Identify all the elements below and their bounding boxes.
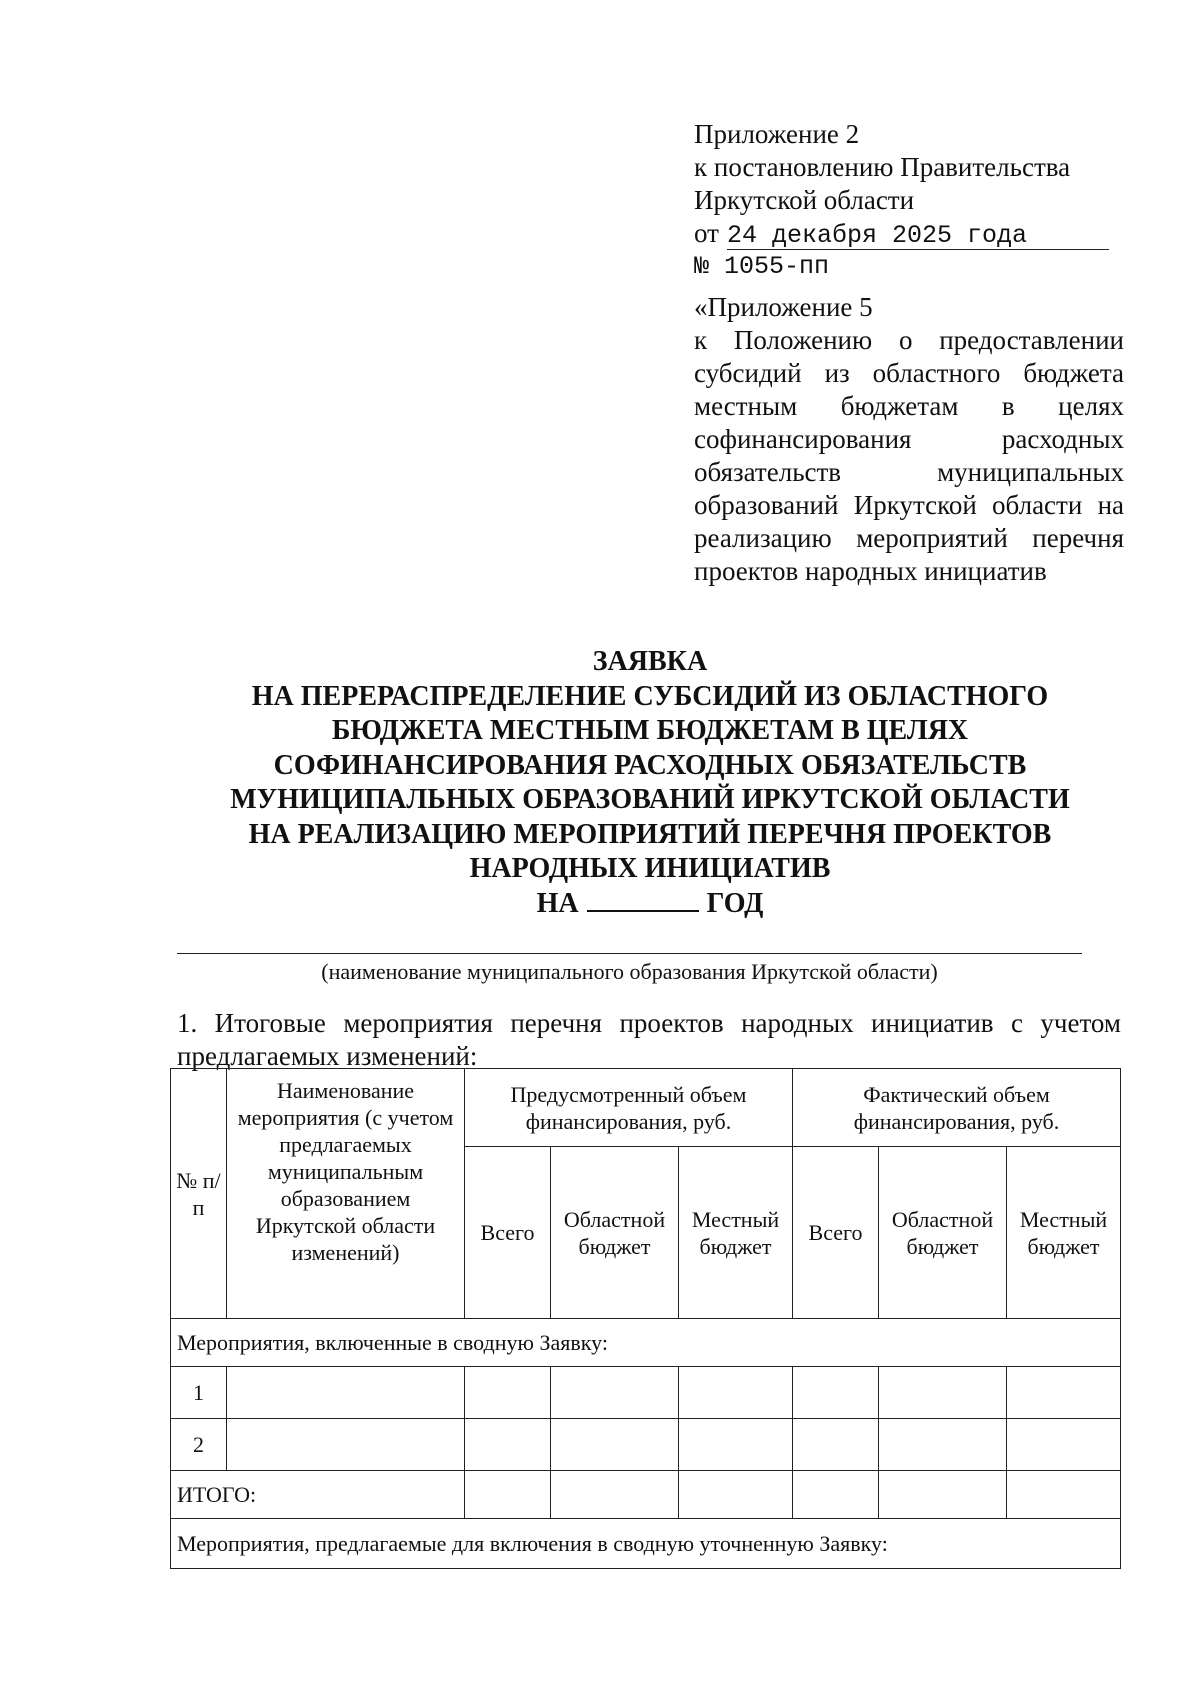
row-number: 1 — [171, 1367, 227, 1419]
sub-appendix-line: софинансирования расходных — [694, 424, 1124, 454]
title-line: НАРОДНЫХ ИНИЦИАТИВ — [469, 853, 831, 884]
table-cell — [793, 1419, 879, 1471]
appendix-block — [694, 118, 1124, 588]
table-row — [171, 1367, 1121, 1419]
planned-local-header: Местный бюджет — [679, 1147, 793, 1319]
appendix-region: Иркутской области — [694, 185, 915, 215]
sub-appendix-line: местным бюджетам в целях — [694, 391, 1124, 421]
sub-appendix-line: проектов народных инициатив — [694, 556, 1047, 586]
sub-appendix-block — [694, 291, 1124, 588]
col-number-header: № п/п — [171, 1069, 227, 1319]
title-line: МУНИЦИПАЛЬНЫХ ОБРАЗОВАНИЙ ИРКУТСКОЙ ОБЛАСТИ — [230, 784, 1070, 815]
actual-local-header: Местный бюджет — [1007, 1147, 1121, 1319]
activities-table — [170, 1068, 1121, 1569]
title-line: БЮДЖЕТА МЕСТНЫМ БЮДЖЕТАМ В ЦЕЛЯХ — [331, 715, 969, 746]
col-name-header: Наименование мероприятия (с учетом предлагаемых муниципальным образованием Иркутской области изменений) — [227, 1069, 465, 1319]
table-cell — [679, 1471, 793, 1519]
table-cell — [793, 1471, 879, 1519]
table-cell — [679, 1367, 793, 1419]
actual-regional-header: Областной бюджет — [879, 1147, 1007, 1319]
table-cell — [1007, 1471, 1121, 1519]
table-cell — [793, 1367, 879, 1419]
date-value: 24 декабря 2025 года — [727, 223, 1109, 250]
table-cell — [1007, 1419, 1121, 1471]
year-suffix: ГОД — [706, 887, 764, 919]
group-planned-header: Предусмотренный объем финансирования, руб. — [465, 1069, 793, 1147]
year-blank-field — [587, 888, 699, 912]
year-prefix: НА — [536, 887, 579, 919]
section-1-line: 1. Итоговые мероприятия перечня проектов народных инициатив с учетом — [177, 1008, 1121, 1038]
row-number: 2 — [171, 1419, 227, 1471]
sub-appendix-line: реализацию мероприятий перечня — [694, 523, 1124, 553]
table-cell — [879, 1419, 1007, 1471]
appendix-date-line — [694, 217, 1124, 250]
table-row — [171, 1519, 1121, 1569]
section-1-heading — [177, 1007, 1121, 1073]
table-cell — [227, 1367, 465, 1419]
planned-total-header: Всего — [465, 1147, 551, 1319]
number-value: 1055-пп — [724, 252, 830, 281]
title-line: НА РЕАЛИЗАЦИЮ МЕРОПРИЯТИЙ ПЕРЕЧНЯ ПРОЕКТОВ — [248, 818, 1052, 850]
appendix-reference: к постановлению Правительства — [694, 152, 1071, 182]
appendix-title: Приложение 2 — [694, 119, 860, 149]
sub-appendix-line: обязательств муниципальных — [694, 457, 1124, 487]
actual-total-header: Всего — [793, 1147, 879, 1319]
table-cell — [879, 1367, 1007, 1419]
table-cell — [1007, 1367, 1121, 1419]
sub-appendix-line: «Приложение 5 — [694, 292, 873, 322]
table-cell — [679, 1419, 793, 1471]
title-line: ЗАЯВКА — [592, 646, 708, 677]
table-row — [171, 1419, 1121, 1471]
total-label: ИТОГО: — [171, 1471, 465, 1519]
sub-appendix-line: образований Иркутской области на — [694, 490, 1124, 520]
table-cell — [551, 1367, 679, 1419]
section-1-line: предлагаемых изменений: — [177, 1041, 478, 1071]
sub-appendix-line: субсидий из областного бюджета — [694, 358, 1124, 388]
proposed-section-label: Мероприятия, предлагаемые для включения в сводную уточненную Заявку: — [171, 1519, 1121, 1569]
table-row — [171, 1319, 1121, 1367]
table-cell — [227, 1419, 465, 1471]
table-header-row — [171, 1069, 1121, 1147]
table-cell — [879, 1471, 1007, 1519]
title-line: СОФИНАНСИРОВАНИЯ РАСХОДНЫХ ОБЯЗАТЕЛЬСТВ — [273, 749, 1027, 781]
table-cell — [465, 1367, 551, 1419]
planned-regional-header: Областной бюджет — [551, 1147, 679, 1319]
table-cell — [465, 1471, 551, 1519]
date-prefix: от — [694, 218, 719, 248]
table-cell — [551, 1419, 679, 1471]
number-label: № — [694, 252, 710, 281]
appendix-number-line — [694, 250, 1124, 283]
title-line: НА ПЕРЕРАСПРЕДЕЛЕНИЕ СУБСИДИЙ ИЗ ОБЛАСТНОГО — [251, 680, 1049, 712]
municipality-caption: (наименование муниципального образования Иркутской области) — [321, 959, 938, 984]
table-cell — [465, 1419, 551, 1471]
sub-appendix-line: к Положению о предоставлении — [694, 325, 1124, 355]
group-actual-header: Фактический объем финансирования, руб. — [793, 1069, 1121, 1147]
included-section-label: Мероприятия, включенные в сводную Заявку: — [171, 1319, 1121, 1367]
municipality-blank-line — [177, 953, 1082, 954]
table-total-row — [171, 1471, 1121, 1519]
table-cell — [551, 1471, 679, 1519]
title-year-line — [160, 887, 1140, 922]
document-title — [160, 645, 1140, 921]
